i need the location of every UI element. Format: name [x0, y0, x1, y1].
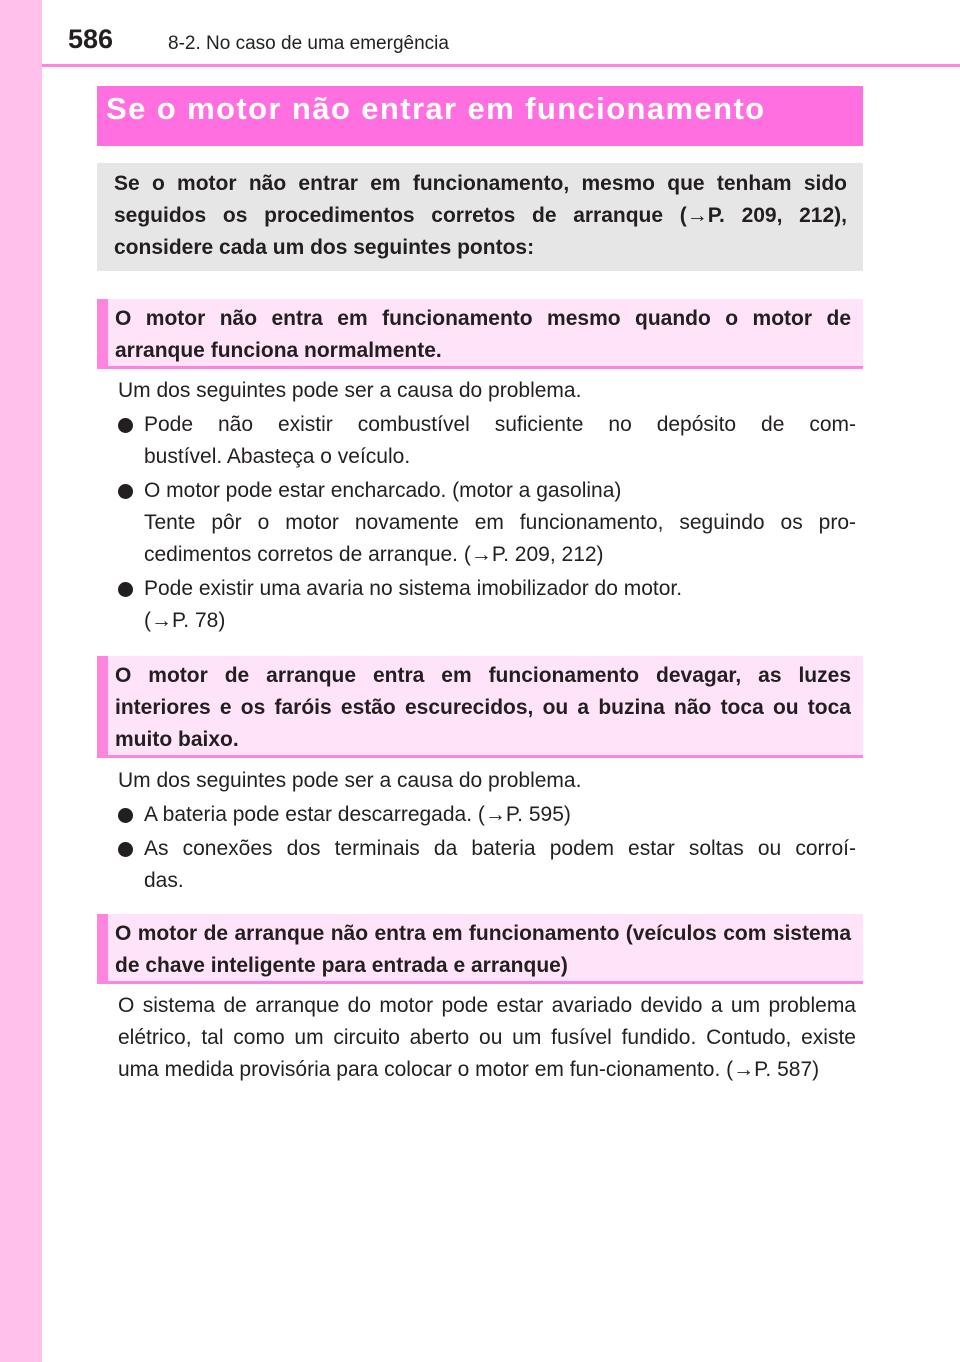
list-item-line: Pode não existir combustível suficiente no depósito de com- [144, 413, 856, 436]
section-3-body [118, 990, 856, 1086]
section-1-lead: Um dos seguintes pode ser a causa do problema. [118, 379, 582, 402]
list-item [118, 833, 856, 897]
list-item [118, 475, 856, 571]
list-item-line: Tente pôr o motor novamente em funcionamento, seguindo os pro- [144, 511, 856, 534]
list-item-line: das. [144, 869, 184, 892]
section-2-lead: Um dos seguintes pode ser a causa do problema. [118, 769, 582, 792]
sub-heading-2: O motor de arranque entra em funcionamento devagar, as luzes interiores e os faróis estão escurecidos, ou a buzina não toca ou toca muito baixo. [97, 656, 863, 758]
list-item-line: A bateria pode estar descarregada. (→P. 595) [144, 803, 571, 826]
intro-box: Se o motor não entrar em funcionamento, mesmo que tenham sido seguidos os procedimentos corretos de arranque (→P. 209, 212), considere cada um dos seguintes pontos: [97, 163, 863, 271]
page-header [42, 0, 960, 66]
section-title: Se o motor não entrar em funcionamento [97, 86, 863, 146]
page-number: 586 [68, 24, 114, 54]
list-item [118, 409, 856, 473]
list-item-line: bustível. Abasteça o veículo. [144, 445, 411, 468]
list-item-line: (→P. 78) [144, 609, 226, 632]
bullet-icon [118, 418, 133, 433]
sub-heading-3: O motor de arranque não entra em funcionamento (veículos com sistema de chave inteligente para entrada e arranque) [97, 914, 863, 984]
list-item-line: Pode existir uma avaria no sistema imobilizador do motor. [144, 577, 683, 600]
bullet-icon [118, 484, 133, 499]
list-item-line: cedimentos corretos de arranque. (→P. 209, 212) [144, 543, 604, 566]
bullet-icon [118, 842, 133, 857]
list-item-line: As conexões dos terminais da bateria podem estar soltas ou corroí- [144, 837, 856, 860]
list-item-line: O motor pode estar encharcado. (motor a gasolina) [144, 479, 622, 502]
list-item [118, 573, 856, 637]
bullet-icon [118, 808, 133, 823]
section-1-body [118, 375, 856, 637]
section-3-paragraph: O sistema de arranque do motor pode estar avariado devido a um problema elétrico, tal como um circuito aberto ou um fusível fundido. Contudo, existe uma medida provisória para colocar o motor em fun-cionamento. (→P. 587) [118, 994, 856, 1081]
section-2-body [118, 765, 856, 897]
header-rule [42, 64, 960, 67]
sub-heading-1: O motor não entra em funcionamento mesmo quando o motor de arranque funciona normalmente. [97, 299, 863, 369]
list-item [118, 799, 856, 831]
chapter-title: 8-2. No caso de uma emergência [168, 33, 449, 54]
left-margin-strip [0, 0, 42, 1362]
bullet-icon [118, 582, 133, 597]
